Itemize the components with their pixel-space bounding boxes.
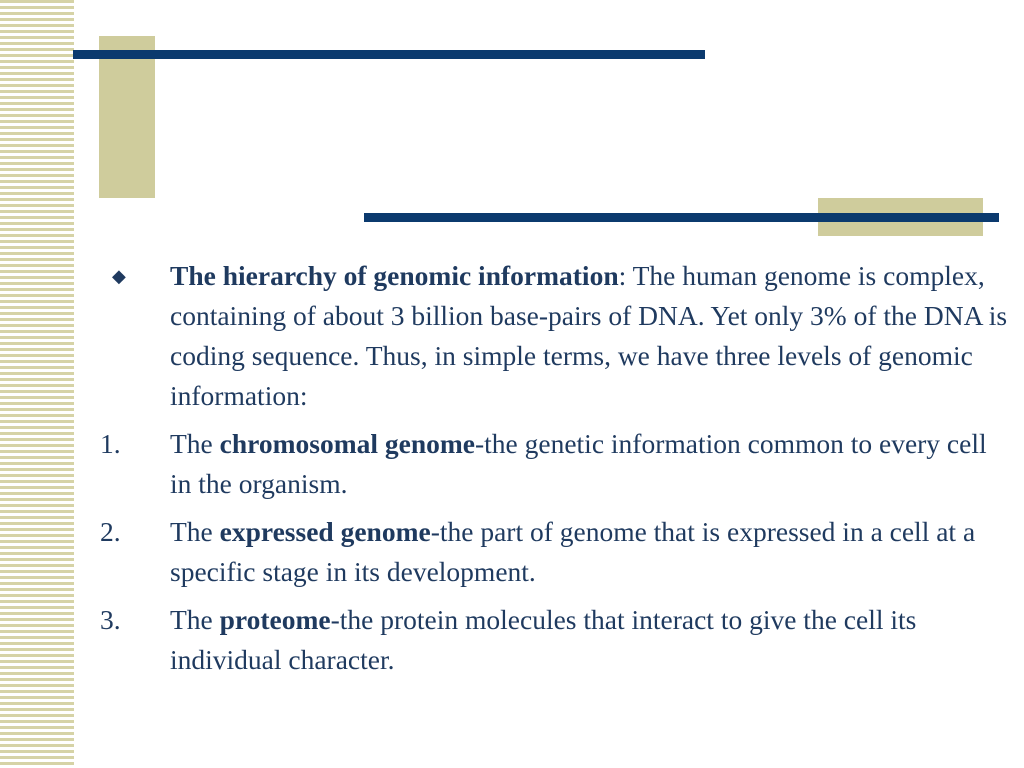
list-item-prefix: The [170, 516, 220, 547]
list-item-text: -the protein molecules that interact to give the cell its individual character. [170, 604, 917, 675]
list-number: 3. [100, 604, 121, 635]
list-item [0, 600, 1024, 680]
list-number: 1. [100, 428, 121, 459]
khaki-vertical-block [99, 36, 155, 198]
navy-top-rule [73, 50, 705, 59]
bullet-heading: The hierarchy of genomic information [170, 260, 619, 291]
bullet-text: The human genome is complex, containing of about 3 billion base-pairs of DNA. Yet only 3% of the DNA is coding sequence. Thus, in simple terms, we have three levels of genomic information: [170, 260, 1008, 411]
bullet-paragraph [0, 256, 1024, 416]
list-number: 2. [100, 516, 121, 547]
list-item-text: -the part of genome that is expressed in a cell at a specific stage in its development. [170, 516, 976, 587]
list-item-text: -the genetic information common to every cell in the organism. [170, 428, 987, 499]
list-item-prefix: The [170, 428, 220, 459]
navy-bottom-rule [364, 213, 999, 222]
bullet-colon: : [618, 260, 627, 291]
diamond-bullet-icon: ◆ [112, 266, 126, 286]
list-item-term: expressed genome [219, 516, 431, 547]
slide-body [0, 256, 1024, 688]
list-item-prefix: The [170, 604, 220, 635]
list-item-term: chromosomal genome [219, 428, 475, 459]
list-item-term: proteome [219, 604, 331, 635]
list-item [0, 424, 1024, 504]
list-item [0, 512, 1024, 592]
